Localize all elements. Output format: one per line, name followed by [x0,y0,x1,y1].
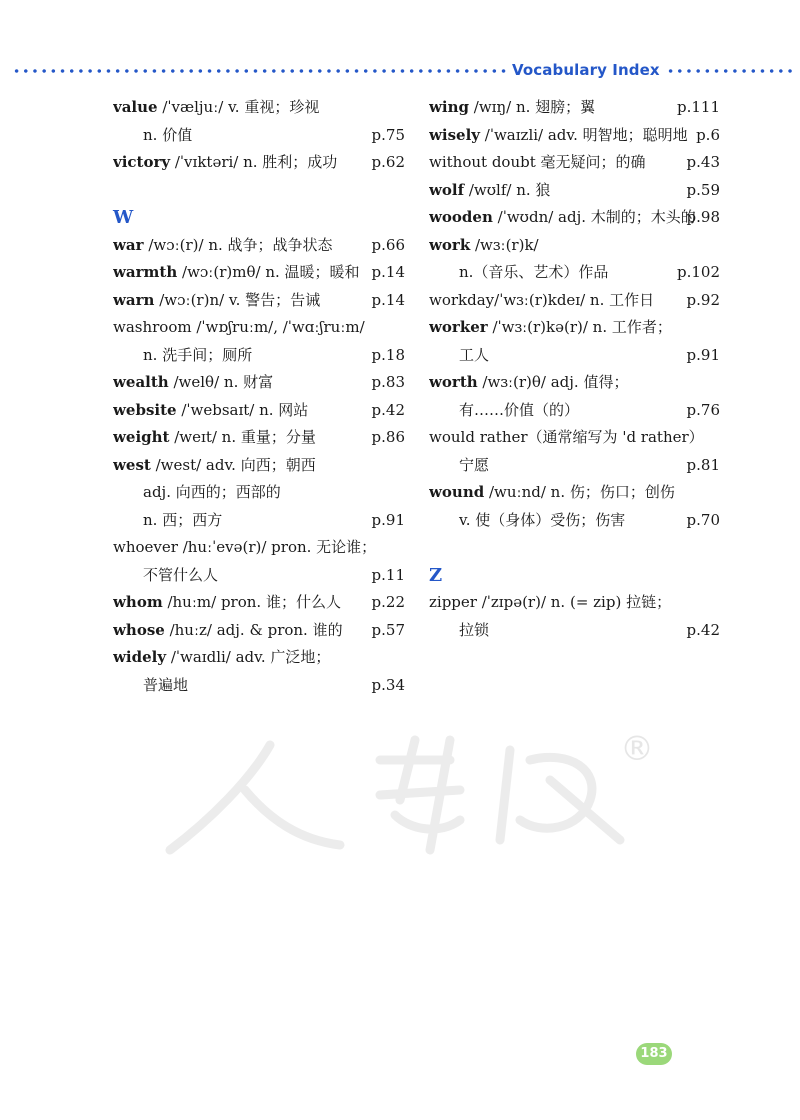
entry-text [113,232,405,260]
page-reference: p.34 [371,675,405,694]
page-reference: p.14 [371,263,405,281]
page-reference: p.75 [371,125,405,144]
page-reference: p.22 [371,593,405,611]
headword: wound [429,483,485,501]
entry-text [113,672,405,700]
index-entry [113,149,405,177]
entry-text [429,149,720,177]
page-reference: p.102 [676,263,720,281]
entry-text [429,122,720,150]
headword: wealth [113,373,169,391]
index-entry [429,479,720,507]
headword: wisely [429,125,481,144]
entry-text [113,342,405,370]
index-entry [113,507,405,535]
entry-text [113,452,405,480]
entry-text [113,122,405,150]
entry-text [429,287,720,315]
headword: warmth [113,263,178,281]
definition: /ˈwɜː(r)kə(r)/ n. 工作者； [487,318,672,336]
entry-text [429,342,720,370]
definition: /wɜː(r)k/ [470,235,539,254]
index-entry [429,342,720,370]
definition: n. 洗手间；厕所 [143,345,253,364]
definition: n.（音乐、艺术）作品 [459,263,609,281]
headword: wing [429,98,470,116]
index-entry [429,314,720,342]
definition: 不管什么人 [143,565,219,584]
entry-text [429,479,720,507]
index-entry [429,507,720,535]
definition: /wɪŋ/ n. 翅膀；翼 [469,98,596,116]
definition: /weɪt/ n. 重量；分量 [169,428,316,446]
definition: 普遍地 [143,675,189,694]
dotted-rule-left [12,69,506,73]
entry-text [429,314,720,342]
headword: whose [113,620,165,639]
page-reference: p.76 [686,400,720,419]
page-reference: p.70 [686,510,720,529]
definition: adj. 向西的；西部的 [143,483,281,501]
page-reference: p.42 [371,400,405,419]
registered-mark: ® [620,729,654,769]
entry-text [113,479,405,507]
index-entry [113,287,405,315]
index-entry [113,314,405,342]
index-entry [429,397,720,425]
entry-text [429,397,720,425]
page-reference: p.18 [371,345,405,364]
letter-heading-text: W [113,207,134,228]
definition: without doubt 毫无疑问；的确 [429,153,646,171]
index-column-right [429,94,720,644]
entry-text [113,94,405,122]
definition: /ˈwaɪdli/ adv. 广泛地； [166,648,331,666]
definition: v. 使（身体）受伤；伤害 [459,510,626,529]
definition: /welθ/ n. 财富 [168,373,274,391]
publisher-watermark [150,720,670,880]
headword: website [113,400,177,419]
index-entry [113,369,405,397]
page-reference: p.62 [371,153,405,171]
headword: war [113,235,144,254]
index-entry [429,617,720,645]
definition: n. 价值 [143,125,193,144]
headword: value [113,98,158,116]
page-reference: p.6 [696,125,720,144]
index-entry [113,644,405,672]
index-entry [113,342,405,370]
definition: n. 西；西方 [143,510,223,529]
page-reference: p.43 [686,153,720,171]
index-entry [429,177,720,205]
definition: /ˈvɪktəri/ n. 胜利；成功 [170,153,338,171]
index-column-left [113,94,405,699]
entry-text [113,287,405,315]
definition: /wʊlf/ n. 狼 [464,180,551,199]
headword: weight [113,428,170,446]
page-reference: p.14 [371,290,405,309]
definition: /ˈwebsaɪt/ n. 网站 [176,400,309,419]
headword: worth [429,373,478,391]
entry-text [113,617,405,645]
entry-text [113,534,405,562]
entry-text [113,589,405,617]
index-entry [113,672,405,700]
headword: warn [113,290,155,309]
definition: 宁愿 [459,455,490,474]
entry-text [429,452,720,480]
page-number: 183 [636,1043,672,1065]
entry-text [113,644,405,672]
letter-heading [113,204,405,232]
entry-text [113,424,405,452]
page-reference: p.92 [686,290,720,309]
entry-text [429,177,720,205]
headword: wooden [429,208,493,226]
index-entry [429,149,720,177]
definition: /huːz/ adj. & pron. 谁的 [164,620,343,639]
definition: /wɜː(r)θ/ adj. 值得； [477,373,629,391]
index-entry [113,479,405,507]
headword: wolf [429,180,465,199]
letter-heading-text: Z [429,564,443,586]
index-entry [113,259,405,287]
index-entry [113,397,405,425]
definition: washroom /ˈwɒʃruːm/, /ˈwɑːʃruːm/ [113,318,365,336]
definition: /ˈwaɪzli/ adv. 明智地；聪明地 [480,125,688,144]
definition: zipper /ˈzɪpə(r)/ n. (= zip) 拉链； [429,593,672,611]
entry-text [113,149,405,177]
definition: 拉锁 [459,620,490,639]
entry-text [429,589,720,617]
index-entry [113,424,405,452]
entry-text [429,424,720,452]
page-reference: p.83 [371,373,405,391]
definition: /wɔː(r)/ n. 战争；战争状态 [143,235,333,254]
page-reference: p.42 [686,620,720,639]
page-reference: p.59 [686,180,720,199]
section-spacer [113,177,405,205]
index-entry [113,94,405,122]
entry-text [113,259,405,287]
index-entry [113,232,405,260]
entry-text [113,369,405,397]
headword: worker [429,318,488,336]
page-reference: p.91 [686,345,720,364]
index-entry [113,122,405,150]
definition: workday/ˈwɜː(r)kdeɪ/ n. 工作日 [429,290,655,309]
index-entry [113,534,405,562]
entry-text [113,507,405,535]
dotted-rule-right [666,69,792,73]
entry-text [113,314,405,342]
letter-heading [429,562,720,590]
definition: /ˈvæljuː/ v. 重视；珍视 [157,98,320,116]
index-entry [113,562,405,590]
definition: 工人 [459,345,490,364]
index-entry [113,452,405,480]
section-spacer [429,534,720,562]
entry-text [429,617,720,645]
definition: /wɔː(r)n/ v. 警告；告诫 [154,290,321,309]
index-entry [429,589,720,617]
index-entry [429,452,720,480]
index-entry [429,94,720,122]
entry-text [429,232,720,260]
entry-text [113,397,405,425]
index-entry [429,204,720,232]
entry-text [429,507,720,535]
running-header [0,58,800,84]
index-entry [429,287,720,315]
definition: whoever /huːˈevə(r)/ pron. 无论谁； [113,538,377,556]
definition: /wuːnd/ n. 伤；伤口；创伤 [484,483,675,501]
page-reference: p.66 [371,235,405,254]
index-entry [429,232,720,260]
headword: west [113,455,151,474]
index-entry [113,589,405,617]
page-reference: p.57 [371,620,405,639]
page-reference: p.98 [686,208,720,226]
header-title: Vocabulary Index [512,61,660,79]
headword: widely [113,648,167,666]
index-entry [429,424,720,452]
page-reference: p.91 [371,510,405,529]
definition: 有……价值（的） [459,400,580,419]
definition: would rather（通常缩写为 'd rather） [429,428,704,446]
definition: /wɔː(r)mθ/ n. 温暖；暖和 [177,263,360,281]
definition: /ˈwʊdn/ adj. 木制的；木头的 [492,208,696,226]
definition: /huːm/ pron. 谁；什么人 [162,593,341,611]
page-reference: p.81 [686,455,720,474]
definition: /west/ adv. 向西；朝西 [150,455,316,474]
headword: work [429,235,471,254]
entry-text [113,562,405,590]
headword: whom [113,593,163,611]
entry-text [429,204,720,232]
index-entry [429,369,720,397]
page-reference: p.86 [371,428,405,446]
index-entry [429,122,720,150]
page-reference: p.11 [371,565,405,584]
headword: victory [113,153,171,171]
index-entry [429,259,720,287]
page-reference: p.111 [676,98,720,116]
entry-text [429,369,720,397]
index-entry [113,617,405,645]
